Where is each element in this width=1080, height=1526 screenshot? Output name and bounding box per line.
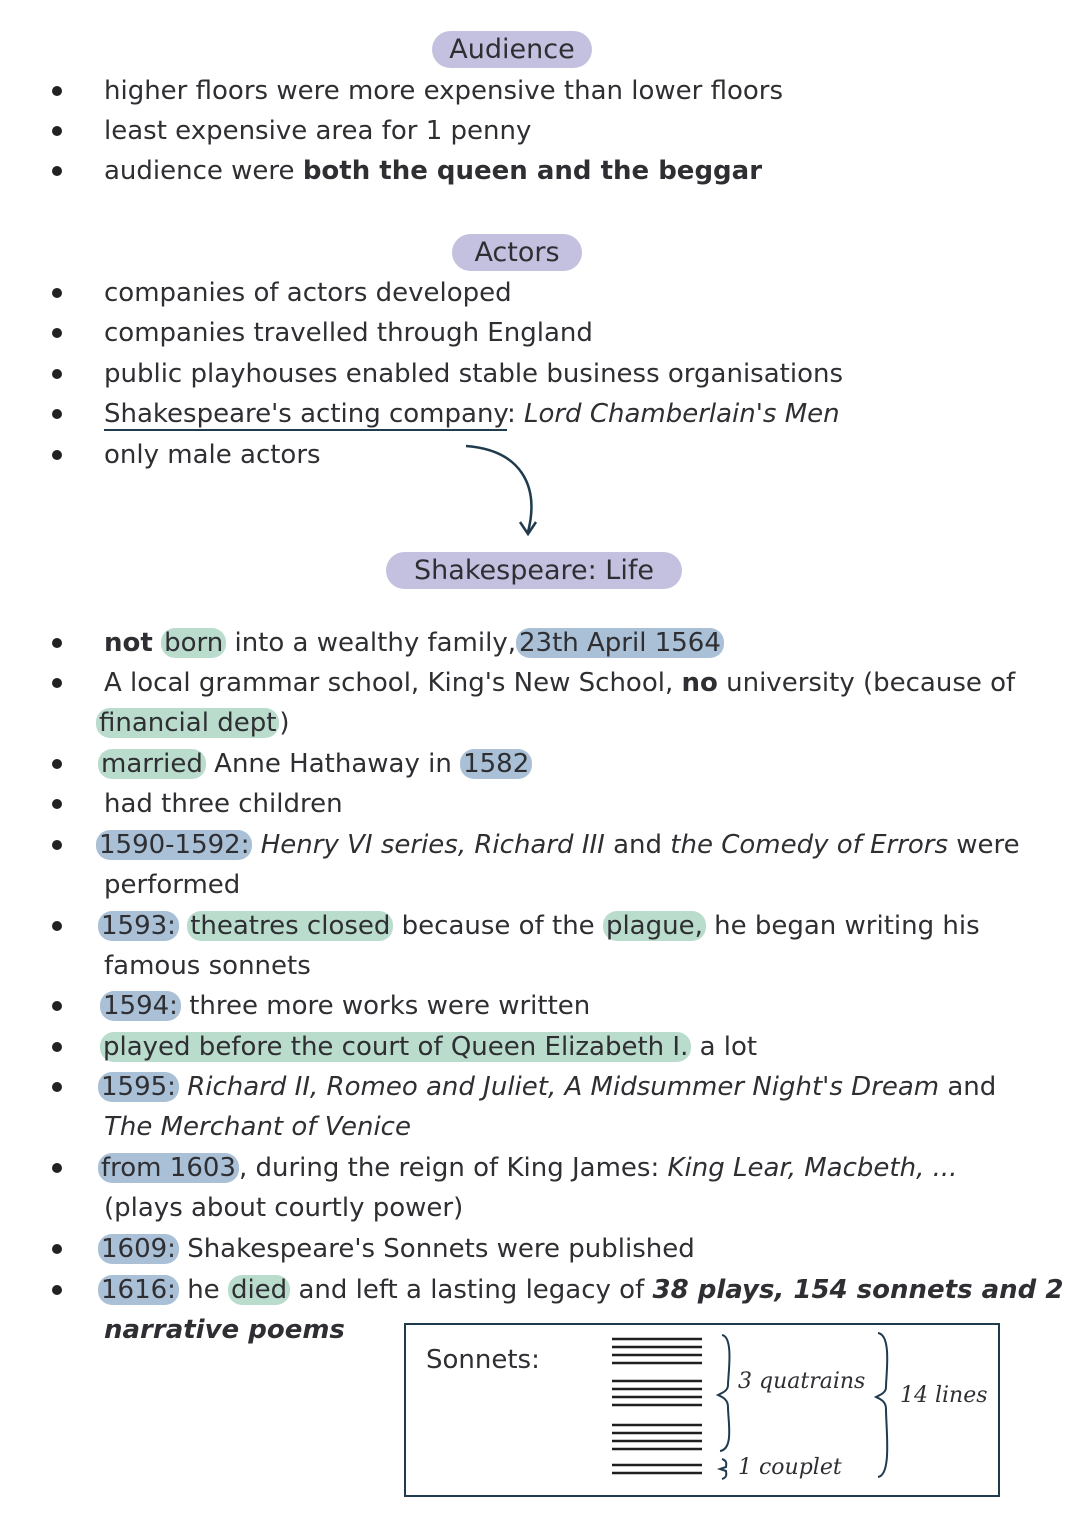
- life-1595: 1595: Richard II, Romeo and Juliet, A Midsummer Night's Dream and: [98, 1070, 996, 1104]
- bullet: [52, 86, 62, 96]
- actors-item-last: only male actors: [104, 440, 321, 470]
- quatrains-annotation: 3 quatrains: [738, 1369, 866, 1394]
- audience-item-1: higher floors were more expensive than lower floors: [104, 76, 784, 106]
- life-birth: not born into a wealthy family, 23th April 1564: [104, 626, 724, 660]
- bullet: [52, 126, 62, 136]
- bullet: [52, 450, 62, 460]
- actors-item-1: companies of actors developed: [104, 278, 512, 308]
- life-court: played before the court of Queen Elizabeth I. a lot: [100, 1030, 757, 1064]
- sonnets-box: [404, 1323, 1000, 1497]
- life-school: A local grammar school, King's New School, no university (because of: [104, 668, 1016, 698]
- bullet: [52, 409, 62, 419]
- life-1595-cont: The Merchant of Venice: [104, 1112, 411, 1142]
- life-school-cont: financial dept ): [96, 706, 290, 740]
- sonnet-lines-diagram: [406, 1325, 998, 1495]
- bullet: [52, 288, 62, 298]
- audience-heading: Audience: [432, 31, 592, 68]
- audience-item-2: least expensive area for 1 penny: [104, 116, 532, 146]
- life-1594: 1594: three more works were written: [100, 989, 590, 1023]
- life-1609: 1609: Shakespeare's Sonnets were published: [98, 1232, 695, 1266]
- actors-company: Shakespeare's acting company: Lord Chamberlain's Men: [104, 399, 840, 429]
- bullet: [52, 166, 62, 176]
- total-lines-annotation: 14 lines: [900, 1383, 988, 1408]
- life-1603-cont: (plays about courtly power): [104, 1193, 464, 1223]
- life-1603: from 1603 , during the reign of King James: King Lear, Macbeth, ...: [98, 1151, 957, 1185]
- actors-item-2: companies travelled through England: [104, 318, 593, 348]
- life-married: married Anne Hathaway in 1582: [98, 747, 532, 781]
- bullet: [52, 678, 62, 688]
- actors-item-3: public playhouses enabled stable business organisations: [104, 359, 844, 389]
- life-heading: Shakespeare: Life: [386, 552, 682, 589]
- actors-heading: Actors: [452, 234, 582, 271]
- life-1616-cont: narrative poems: [104, 1315, 345, 1345]
- bullet: [52, 1001, 62, 1011]
- life-1590-cont: performed: [104, 870, 241, 900]
- bullet: [52, 921, 62, 931]
- life-1593: 1593: theatres closed because of the plague, he began writing his: [98, 909, 980, 943]
- bullet: [52, 328, 62, 338]
- bullet: [52, 840, 62, 850]
- curved-arrow-icon: [460, 440, 550, 540]
- life-1616: 1616: he died and left a lasting legacy of 38 plays, 154 sonnets and 2: [98, 1273, 1063, 1307]
- bullet: [52, 1042, 62, 1052]
- bullet: [52, 369, 62, 379]
- bullet: [52, 759, 62, 769]
- bullet: [52, 638, 62, 648]
- bullet: [52, 1163, 62, 1173]
- sonnets-label: Sonnets:: [426, 1345, 540, 1375]
- life-1593-cont: famous sonnets: [104, 951, 311, 981]
- bullet: [52, 1285, 62, 1295]
- audience-item-3: audience were both the queen and the beggar: [104, 156, 763, 186]
- bullet: [52, 1082, 62, 1092]
- life-1590: 1590-1592: Henry VI series, Richard III and the Comedy of Errors were: [96, 828, 1020, 862]
- couplet-annotation: 1 couplet: [738, 1455, 842, 1480]
- bullet: [52, 1244, 62, 1254]
- life-children: had three children: [104, 789, 343, 819]
- bullet: [52, 799, 62, 809]
